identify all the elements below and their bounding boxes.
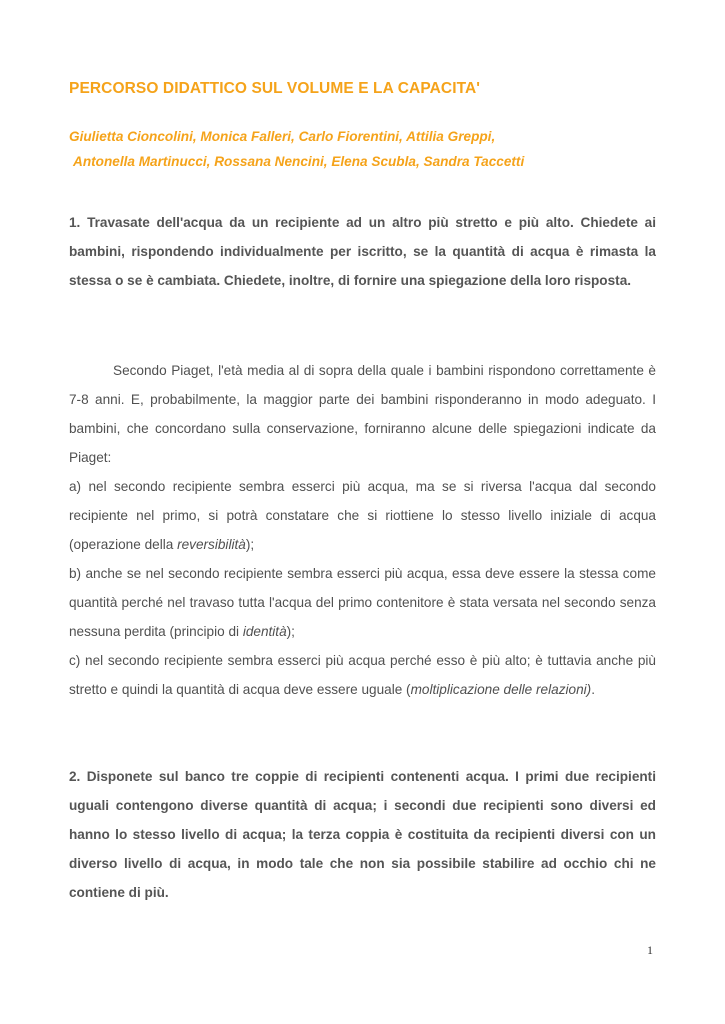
authors-line-2: Antonella Martinucci, Rossana Nencini, Elena Scubla, Sandra Taccetti	[73, 154, 525, 169]
authors	[69, 124, 669, 174]
item-c-emphasis: moltiplicazione delle relazioni)	[410, 682, 592, 697]
authors-line-1: Giulietta Cioncolini, Monica Falleri, Carlo Fiorentini, Attilia Greppi,	[69, 129, 496, 144]
page-number: 1	[647, 943, 653, 957]
item-a: a) nel secondo recipiente sembra esserci più acqua, ma se si riversa l'acqua dal secondo recipiente nel primo, si potrà constatare che si riottiene lo stesso livello iniziale di acqua (operazione della reversibilità);	[69, 479, 656, 552]
item-c: c) nel secondo recipiente sembra esserci più acqua perché esso è più alto; è tuttavia anche più stretto e quindi la quantità di acqua deve essere uguale (moltiplicazione delle relazioni).	[69, 653, 656, 697]
document-title: PERCORSO DIDATTICO SUL VOLUME E LA CAPACITA'	[69, 80, 481, 97]
item-b: b) anche se nel secondo recipiente sembra esserci più acqua, essa deve essere la stessa come quantità perché nel travaso tutta l'acqua del primo contenitore è stata versata nel secondo senza nessuna perdita (principio di identità);	[69, 566, 656, 639]
item-a-emphasis: reversibilità	[177, 537, 246, 552]
body-text	[69, 356, 656, 704]
question-1: 1. Travasate dell'acqua da un recipiente ad un altro più stretto e più alto. Chiedete ai bambini, rispondendo individualmente per iscritto, se la quantità di acqua è rimasta la stessa o se è cambiata. Chiedete, inoltre, di fornire una spiegazione della loro risposta.	[69, 215, 656, 288]
question-2: 2. Disponete sul banco tre coppie di recipienti contenenti acqua. I primi due recipienti uguali contengono diverse quantità di acqua; i secondi due recipienti sono diversi ed hanno lo stesso livello di acqua; la terza coppia è costituita da recipienti diversi con un diverso livello di acqua, in modo tale che non sia possibile stabilire ad occhio chi ne contiene di più.	[69, 769, 656, 900]
paragraph-piaget: Secondo Piaget, l'età media al di sopra della quale i bambini rispondono correttamente è 7-8 anni. E, probabilmente, la maggior parte dei bambini risponderanno in modo adeguato. I bambini, che concordano sulla conservazione, forniranno alcune delle spiegazioni indicate da Piaget:	[69, 363, 656, 465]
item-b-emphasis: identità	[242, 624, 287, 639]
